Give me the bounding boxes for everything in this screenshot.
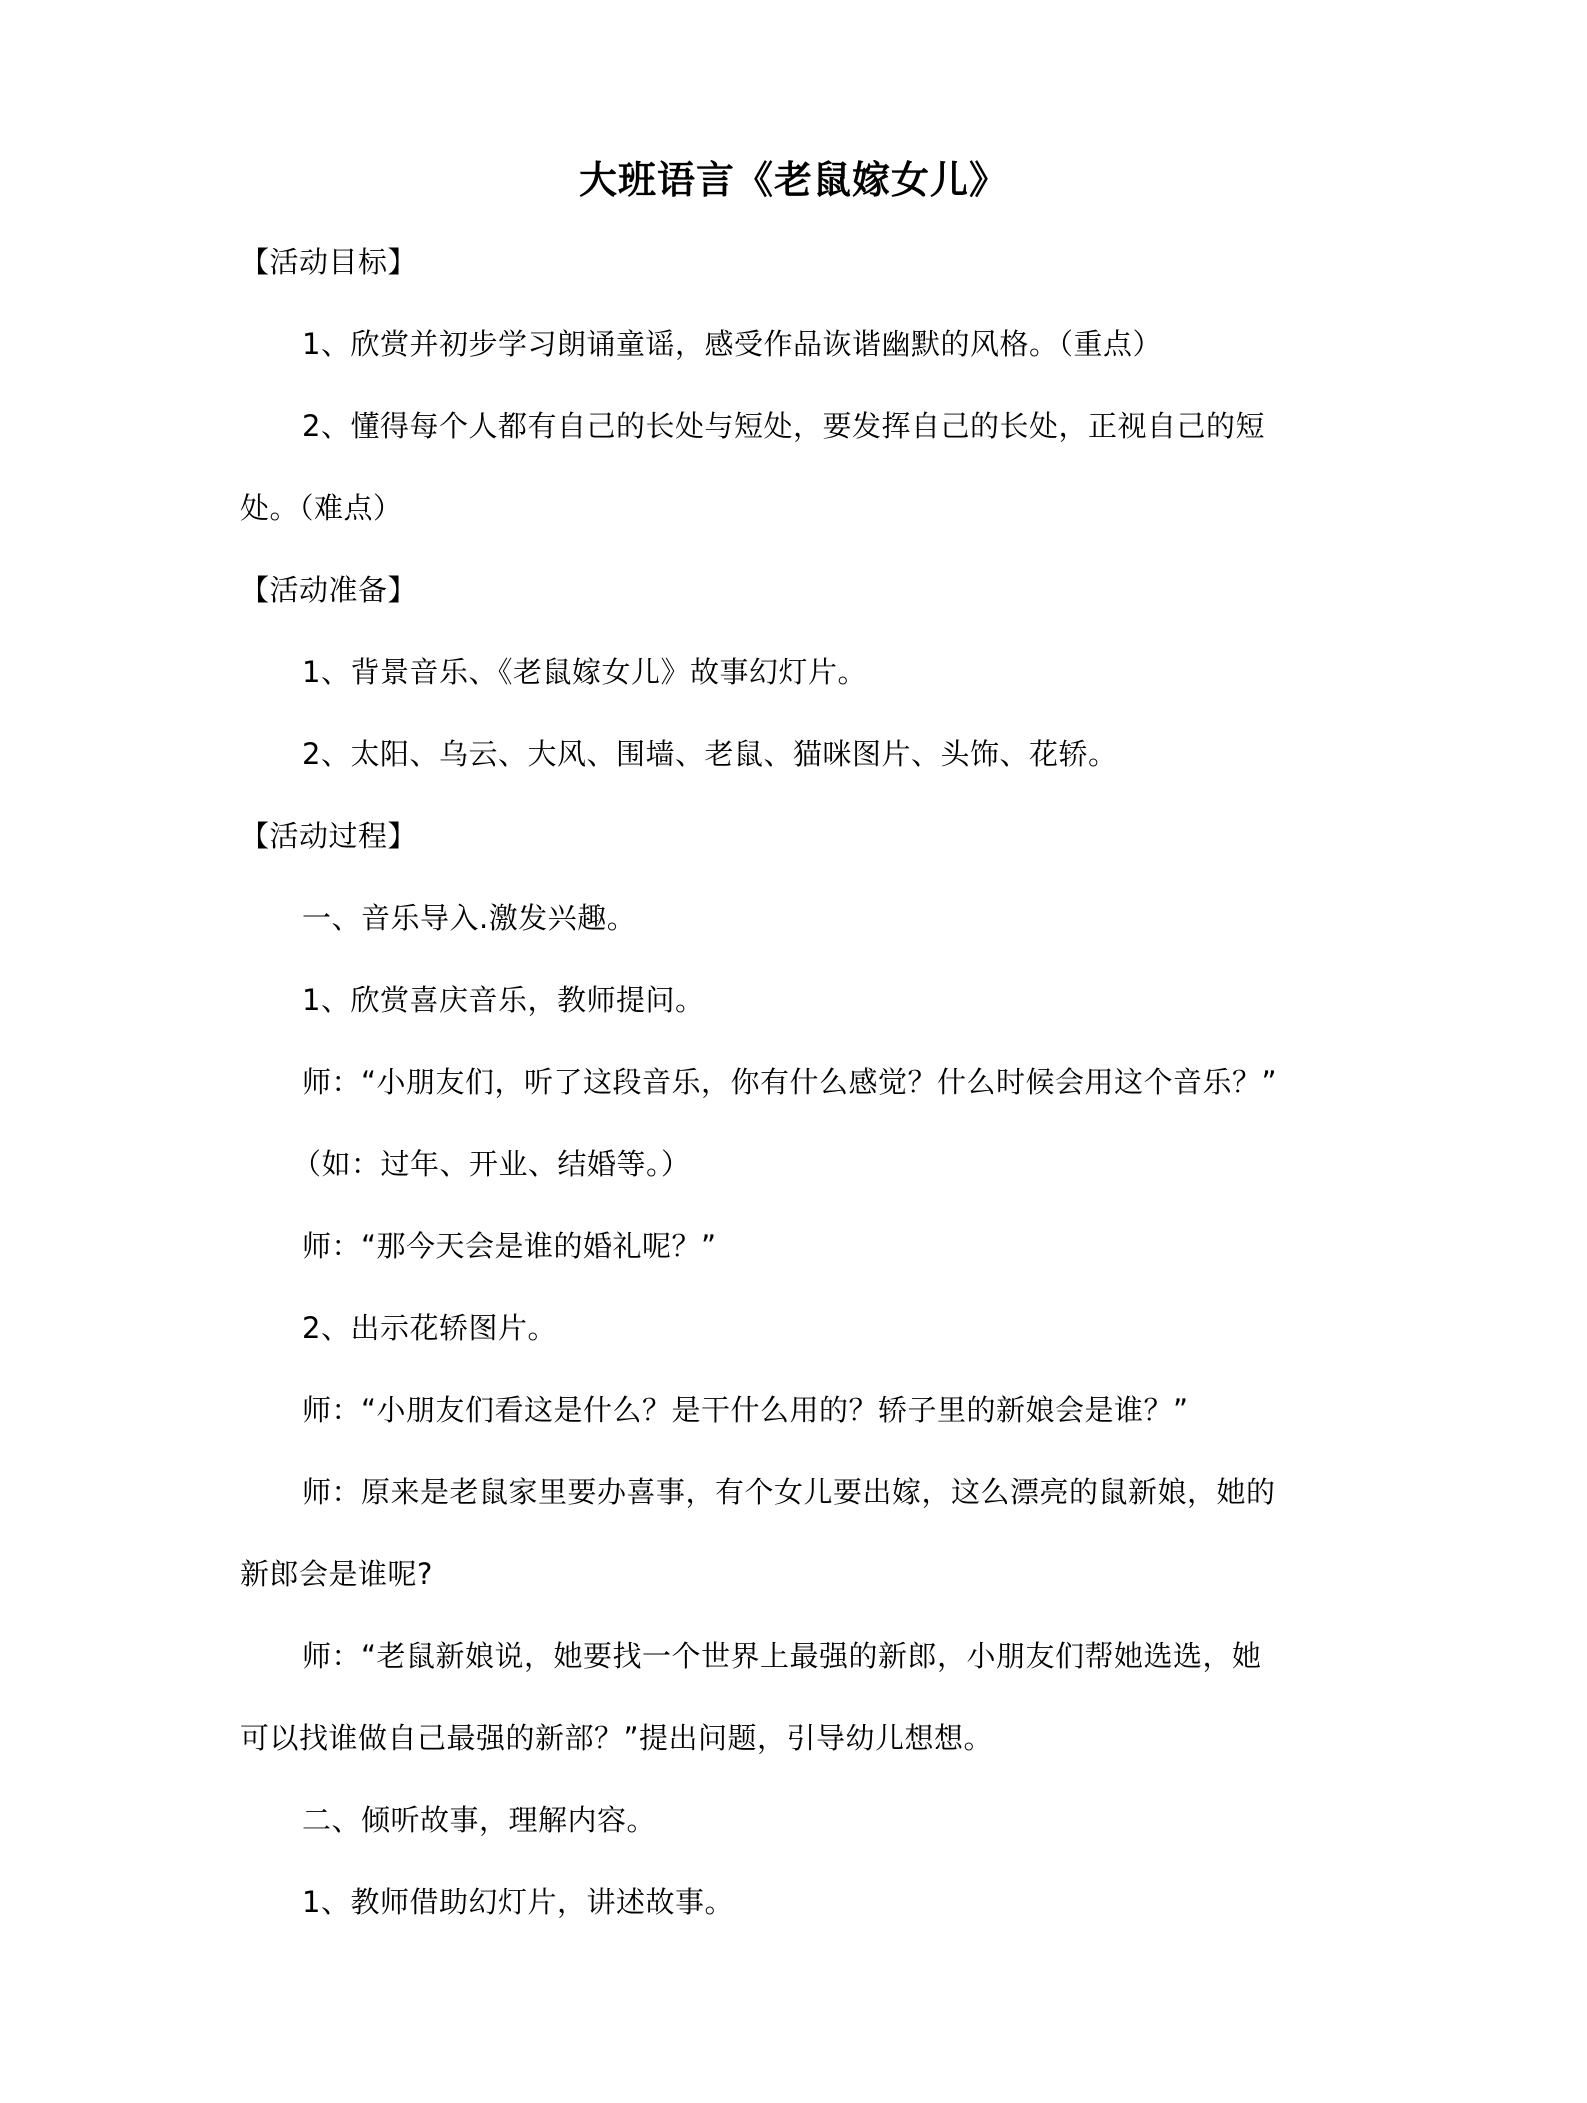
section-heading-goals: 【活动目标】 (240, 245, 418, 279)
preparation-item-1: 1、背景音乐、《老鼠嫁女儿》故事幻灯片。 (302, 655, 867, 689)
teacher-dialogue: 师：“小朋友们，听了这段音乐，你有什么感觉？什么时候会用这个音乐？” (302, 1065, 1278, 1099)
process-step-2-heading: 二、倾听故事，理解内容。 (302, 1803, 657, 1837)
process-item: 1、教师借助幻灯片，讲述故事。 (302, 1885, 734, 1919)
teacher-dialogue: 师：“那今天会是谁的婚礼呢？” (302, 1229, 717, 1263)
section-heading-process: 【活动过程】 (240, 819, 418, 853)
teacher-dialogue: 师：原来是老鼠家里要办喜事，有个女儿要出嫁，这么漂亮的鼠新娘，她的 (302, 1475, 1276, 1509)
section-heading-preparation: 【活动准备】 (240, 573, 418, 607)
process-item: 2、出示花轿图片。 (302, 1311, 557, 1345)
teacher-dialogue: 师：“小朋友们看这是什么？是干什么用的？轿子里的新娘会是谁？” (302, 1393, 1189, 1427)
teacher-dialogue-continued: 可以找谁做自己最强的新部？”提出问题，引导幼儿想想。 (240, 1721, 994, 1755)
preparation-item-2: 2、太阳、乌云、大风、围墙、老鼠、猫咪图片、头饰、花轿。 (302, 737, 1118, 771)
process-step-1-heading: 一、音乐导入.激发兴趣。 (302, 901, 637, 935)
process-item: 1、欣赏喜庆音乐，教师提问。 (302, 983, 705, 1017)
goal-item-1: 1、欣赏并初步学习朗诵童谣，感受作品诙谐幽默的风格。（重点） (302, 327, 1162, 361)
document-title: 大班语言《老鼠嫁女儿》 (578, 158, 1008, 202)
dialogue-note: （如：过年、开业、结婚等。） (292, 1147, 691, 1181)
goal-item-2: 2、懂得每个人都有自己的长处与短处，要发挥自己的长处，正视自己的短 (302, 409, 1265, 443)
teacher-dialogue-continued: 新郎会是谁呢? (240, 1557, 433, 1591)
goal-item-2-continued: 处。（难点） (240, 491, 403, 525)
teacher-dialogue: 师：“老鼠新娘说，她要找一个世界上最强的新郎，小朋友们帮她选选，她 (302, 1639, 1262, 1673)
